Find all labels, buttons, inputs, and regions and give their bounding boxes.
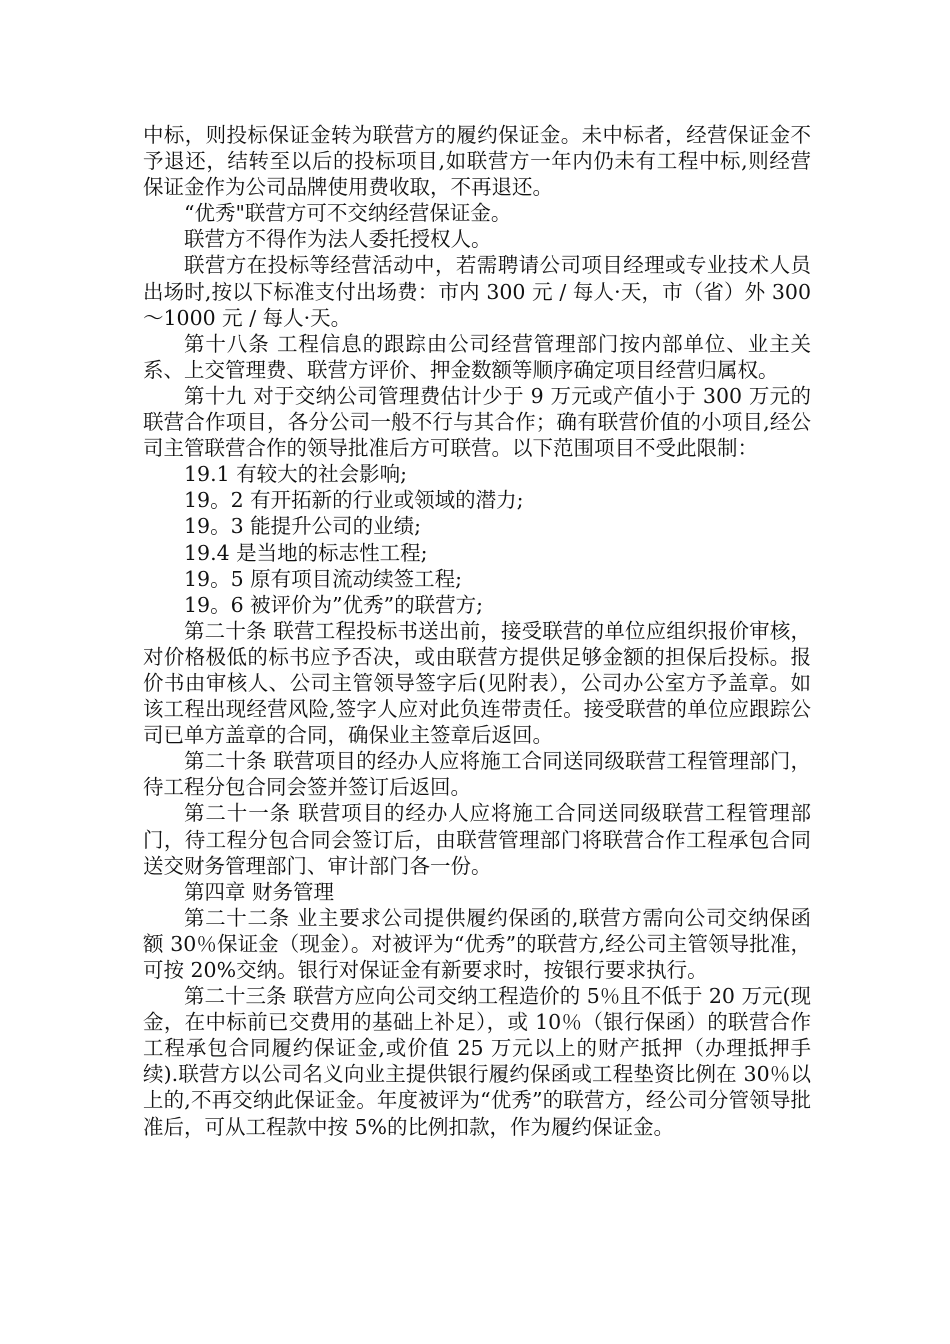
chapter-4-heading: 第四章 财务管理 xyxy=(184,879,335,904)
paragraph-2: “优秀"联营方可不交纳经营保证金。 xyxy=(184,201,512,226)
list-item-19-4: 19.4 是当地的标志性工程; xyxy=(184,540,428,565)
article-20-duplicate: 第二十条 联营项目的经办人应将施工合同送同级联营工程管理部门，待工程分包合同会签并签订后返回。 xyxy=(143,749,811,800)
article-23: 第二十三条 联营方应向公司交纳工程造价的 5％且不低于 20 万元(现金，在中标前已交费用的基础上补足），或 10％（银行保函）的联营合作工程承包合同履约保证金,或价值 25 万元以上的财产抵押（办理抵押手续).联营方以公司名义向业主提供银行履约保函或工程垫资比例在 30％以上的,不再交纳此保证金。年度被评为“优秀”的联营方，经公司分管领导批准后，可从工程款中按 5%的比例扣款，作为履约保证金。 xyxy=(143,984,811,1139)
article-20: 第二十条 联营工程投标书送出前，接受联营的单位应组织报价审核，对价格极低的标书应予否决，或由联营方提供足够金额的担保后投标。报价书由审核人、公司主管领导签字后(见附表），公司办公室方予盖章。如该工程出现经营风险,签字人应对此负连带责任。接受联营的单位应跟踪公司已单方盖章的合同，确保业主签章后返回。 xyxy=(143,618,811,748)
document-body xyxy=(143,122,811,1140)
paragraph-1: 中标，则投标保证金转为联营方的履约保证金。未中标者，经营保证金不予退还，结转至以后的投标项目,如联营方一年内仍未有工程中标,则经营保证金作为公司品牌使用费收取，不再退还。 xyxy=(143,123,811,200)
list-item-19-1: 19.1 有较大的社会影响; xyxy=(184,462,408,487)
paragraph-3: 联营方不得作为法人委托授权人。 xyxy=(184,227,492,252)
article-19: 第十九 对于交纳公司管理费估计少于 9 万元或产值小于 300 万元的联营合作项目，各分公司一般不行与其合作；确有联营价值的小项目,经公司主管联营合作的领导批准后方可联营。以下范围项目不受此限制： xyxy=(143,383,811,461)
list-item-19-5: 19。5 原有项目流动续签工程; xyxy=(184,566,463,591)
list-item-19-6: 19。6 被评价为”优秀”的联营方; xyxy=(184,592,484,617)
article-22: 第二十二条 业主要求公司提供履约保函的,联营方需向公司交纳保函额 30％保证金（现金）。对被评为“优秀”的联营方,经公司主管领导批准，可按 20%交纳。银行对保证金有新要求时，按银行要求执行。 xyxy=(143,905,811,982)
list-item-19-3: 19。3 能提升公司的业绩; xyxy=(184,514,422,539)
paragraph-4: 联营方在投标等经营活动中，若需聘请公司项目经理或专业技术人员出场时,按以下标准支付出场费：市内 300 元 / 每人·天，市（省）外 300～1000 元 / 每人·天。 xyxy=(143,253,811,330)
list-item-19-2: 19。2 有开拓新的行业或领域的潜力; xyxy=(184,488,524,513)
article-21: 第二十一条 联营项目的经办人应将施工合同送同级联营工程管理部门，待工程分包合同会签订后，由联营管理部门将联营合作工程承包合同送交财务管理部门、审计部门各一份。 xyxy=(143,801,811,878)
article-18: 第十八条 工程信息的跟踪由公司经营管理部门按内部单位、业主关系、上交管理费、联营方评价、押金数额等顺序确定项目经营归属权。 xyxy=(143,331,811,382)
